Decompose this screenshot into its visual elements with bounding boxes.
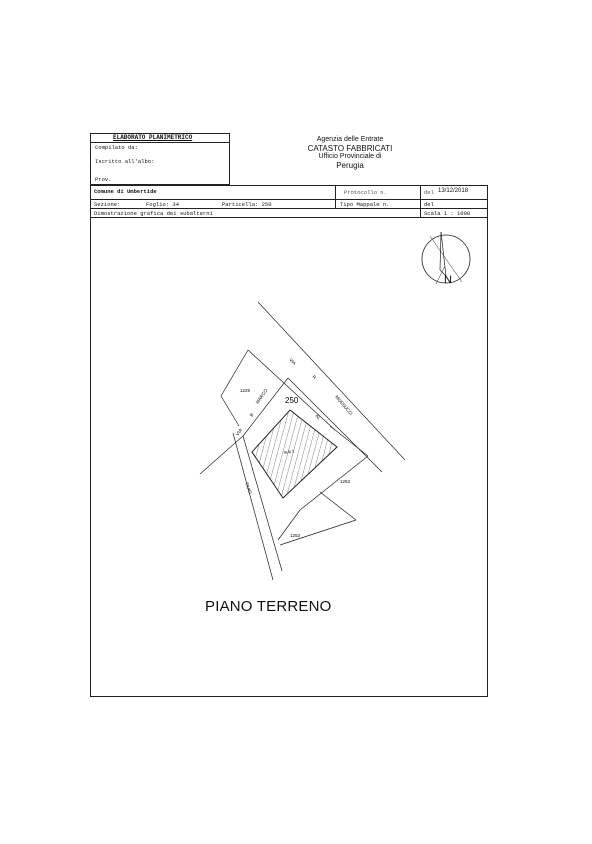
comune-label: Comune di Umbertide — [94, 188, 157, 195]
dimostrazione-label: Dimostrazione grafica dei subalterni — [94, 210, 213, 217]
parcel-250-label: 250 — [285, 396, 299, 405]
building-sub1 — [252, 410, 337, 498]
parcel-1225-label: 1225 — [240, 388, 251, 393]
sub-label: Sub 1 — [283, 448, 295, 455]
north-label: N — [444, 274, 452, 286]
ufficio-label: Ufficio Provinciale di — [318, 153, 382, 160]
tipo-mappale-label: Tipo Mappale n. — [340, 201, 390, 208]
road-via2-label: VIA — [234, 427, 243, 437]
prov-label: Prov. — [95, 176, 112, 183]
compilato-label: Compilato da: — [95, 144, 138, 151]
protocollo-date: 13/12/2018 — [438, 188, 469, 194]
road-r-label: R. — [311, 374, 319, 381]
catasto-title: CATASTO FABBRICATI — [307, 144, 393, 153]
road-al-label: AL — [314, 413, 322, 421]
road-via-label: VIA — [288, 357, 297, 366]
tipo-mappale-del: del — [424, 201, 434, 208]
road-mosaico-label: MOSSUCCI — [334, 394, 354, 417]
road-marco-label: MARCO — [254, 387, 269, 405]
parcel-1253-label: 1253 — [340, 479, 351, 484]
iscritto-label: Iscritto all'albo: — [95, 158, 155, 165]
agency-name: Agenzia delle Entrate — [316, 136, 384, 143]
foglio-label: Foglio: 34 — [146, 201, 180, 208]
protocollo-label: Protocollo n. — [344, 189, 387, 196]
elaborato-title: ELABORATO PLANIMETRICO — [113, 134, 193, 141]
province-name: Perugia — [336, 161, 364, 170]
road-tivio-label: TIVIO — [244, 481, 253, 495]
parcel-1253b-label: 1253 — [290, 533, 301, 538]
sezione-label: Sezione: — [94, 201, 121, 208]
scala-label: Scala 1 : 1000 — [424, 210, 471, 217]
protocollo-del: del — [424, 189, 434, 196]
floor-label: PIANO TERRENO — [205, 598, 332, 615]
particella-label: Particella: 250 — [222, 201, 272, 208]
road-b-label: B — [248, 412, 255, 418]
